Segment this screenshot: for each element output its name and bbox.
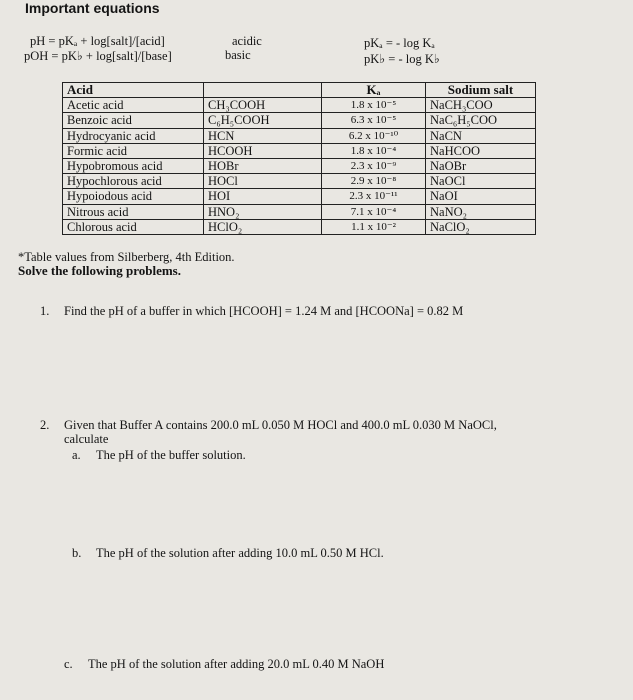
acid-name: Chlorous acid [63,219,204,234]
acid-name: Acetic acid [63,98,204,113]
acidic-label: acidic [232,34,262,48]
sodium-salt: NaCH₃COO [426,98,536,113]
acid-formula: HCN [204,128,322,143]
acid-name: Hypoiodous acid [63,189,204,204]
poh-equation: pOH = pK♭ + log[salt]/[base] [24,49,172,63]
question-letter: b. [72,546,82,560]
question-2-continuation: calculate [64,432,109,446]
acid-ka: 6.3 x 10⁻⁵ [322,113,426,128]
page-title: Important equations [25,0,160,16]
pka-equation: pKₐ = - log Kₐ [364,36,435,50]
acid-name: Hypochlorous acid [63,174,204,189]
sodium-salt: NaC₆H₅COO [426,113,536,128]
table-row [63,98,536,113]
question-2b [72,546,384,561]
acid-name: Nitrous acid [63,204,204,219]
solve-heading: Solve the following problems. [18,263,181,278]
question-text: Find the pH of a buffer in which [HCOOH] = 1.24 M and [HCOONa] = 0.82 M [64,304,464,318]
acid-formula: HClO₂ [204,219,322,234]
table-row [63,174,536,189]
table-row [63,143,536,158]
header-formula [204,83,322,98]
acid-ka: 1.8 x 10⁻⁴ [322,143,426,158]
acid-formula: HOBr [204,158,322,173]
acid-formula: CH₃COOH [204,98,322,113]
table-row [63,189,536,204]
question-text: The pH of the buffer solution. [96,448,246,462]
basic-label: basic [225,48,251,62]
pkb-equation: pK♭ = - log K♭ [364,52,440,66]
header-acid: Acid [63,83,204,98]
sodium-salt: NaNO₂ [426,204,536,219]
question-letter: a. [72,448,81,462]
acid-ka: 7.1 x 10⁻⁴ [322,204,426,219]
header-ka: Kₐ [322,83,426,98]
acid-ka: 6.2 x 10⁻¹⁰ [322,128,426,143]
acid-ka: 1.8 x 10⁻⁵ [322,98,426,113]
acid-formula: HNO₂ [204,204,322,219]
question-text: The pH of the solution after adding 10.0 mL 0.50 M HCl. [96,546,384,560]
table-source-note: *Table values from Silberberg, 4th Edition. [18,250,235,264]
question-2c [64,657,384,672]
acid-name: Formic acid [63,143,204,158]
question-1 [40,304,463,319]
table-row [63,128,536,143]
table-row [63,204,536,219]
table-row [63,219,536,234]
sodium-salt: NaOBr [426,158,536,173]
acid-ka: 1.1 x 10⁻² [322,219,426,234]
question-2a [72,448,246,463]
acid-formula: HOI [204,189,322,204]
question-number: 1. [40,304,50,318]
table-row [63,158,536,173]
ph-equation: pH = pKₐ + log[salt]/[acid] [30,34,165,48]
table-header-row [63,83,536,98]
acid-ka: 2.9 x 10⁻⁸ [322,174,426,189]
question-text: The pH of the solution after adding 20.0 mL 0.40 M NaOH [88,657,385,671]
acid-formula: C₆H₅COOH [204,113,322,128]
sodium-salt: NaOCl [426,174,536,189]
acid-constants-table [62,82,536,235]
sodium-salt: NaHCOO [426,143,536,158]
sodium-salt: NaClO₂ [426,219,536,234]
sodium-salt: NaCN [426,128,536,143]
question-2 [40,418,497,433]
acid-formula: HCOOH [204,143,322,158]
question-number: 2. [40,418,50,432]
sodium-salt: NaOI [426,189,536,204]
question-letter: c. [64,657,73,671]
acid-name: Hypobromous acid [63,158,204,173]
acid-ka: 2.3 x 10⁻⁹ [322,158,426,173]
acid-name: Hydrocyanic acid [63,128,204,143]
table-row [63,113,536,128]
question-text: Given that Buffer A contains 200.0 mL 0.050 M HOCl and 400.0 mL 0.030 M NaOCl, [64,418,497,432]
acid-formula: HOCl [204,174,322,189]
acid-name: Benzoic acid [63,113,204,128]
header-sodium-salt: Sodium salt [426,83,536,98]
acid-ka: 2.3 x 10⁻¹¹ [322,189,426,204]
